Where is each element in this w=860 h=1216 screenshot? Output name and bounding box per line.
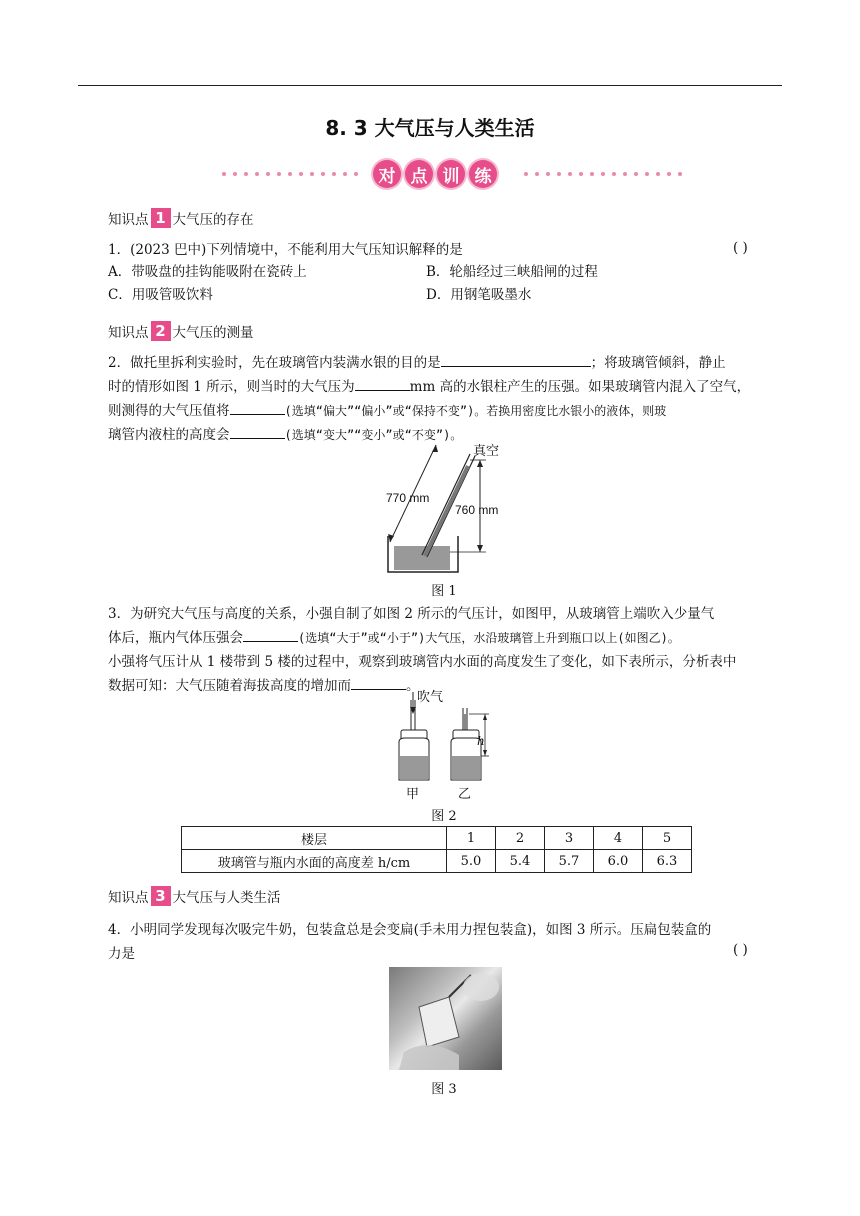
figure-2-barometer [395,690,505,785]
banner-badges [373,160,497,188]
floor-height-table [181,826,692,873]
water-jia [400,756,428,779]
table-cell: 5.0 [447,850,496,873]
table-cell: 6.3 [643,850,692,873]
table-cell: 6.0 [594,850,643,873]
q2-blank-1[interactable] [441,352,591,367]
header-rule [78,85,782,86]
q3-blank-1[interactable] [243,627,298,642]
q2-blank-2[interactable] [355,376,410,391]
water-yi [452,756,480,779]
table-header-floor: 楼层 [182,827,447,850]
table-cell: 5.4 [496,850,545,873]
table-cell: 1 [447,827,496,850]
table-cell: 2 [496,827,545,850]
fig2-blow-label: 吹气 [417,690,444,705]
q2-blank-4[interactable] [230,424,285,439]
banner-char: 训 [437,160,465,188]
page-title: 8. 3 大气压与人类生活 [325,116,535,140]
banner-char: 对 [373,160,401,188]
banner-dots-left [222,172,358,176]
section-banner [222,160,686,188]
q2-text: 2．做托里拆利实验时，先在玻璃管内装满水银的目的是 ；将玻璃管倾斜，静止 时的情形如图 1 所示，则当时的大气压为 mm 高的水银柱产生的压强。如果玻璃管内混入了空气， 则测得的大气压值将 (选填“偏大”“偏小”或“保持不变”)。若换用密度比水银小的液体，则玻 璃管内液柱的高度会 (选填“变大”“变小”或“不变”)。 [108,351,782,447]
q1-option-d: D．用钢笔吸墨水 [426,287,532,303]
q2-blank-3[interactable] [230,400,285,415]
q1-answer-paren: ( ) [733,240,748,256]
banner-char: 练 [469,160,497,188]
fig2-jia-label: 甲 [406,787,420,802]
banner-dots-right [524,172,682,176]
table-row [182,850,692,873]
table-header-height: 玻璃管与瓶内水面的高度差 h/cm [182,850,447,873]
q1-stem: 1．(2023 巴中)下列情境中，不能利用大气压知识解释的是 [108,242,463,258]
q4-answer-paren: ( ) [733,942,748,958]
fig2-h-label: h [477,734,485,748]
milk-carton-illustration [389,967,502,1070]
fig1-length-label: 770 mm [386,491,430,505]
table-row [182,827,692,850]
fig1-height-label: 760 mm [455,503,499,517]
q1-option-b: B．轮船经过三峡船闸的过程 [426,264,598,280]
knowledge-point-1: 知识点 1 大气压的存在 [108,209,254,228]
q3-text: 3．为研究大气压与高度的关系，小强自制了如图 2 所示的气压计，如图甲，从玻璃管上端吹入少量气 体后，瓶内气体压强会 (选填“大于”或“小于”)大气压，水沿玻璃管上升到瓶口以上(如图乙)。 小强将气压计从 1 楼带到 5 楼的过程中，观察到玻璃管内水面的高度发生了变化，如下表所示，分析表中 数据可知：大气压随着海拔高度的增加而 。 [108,606,737,694]
table-cell: 4 [594,827,643,850]
q1-option-a: A．带吸盘的挂钩能吸附在瓷砖上 [108,264,307,280]
table-cell: 5 [643,827,692,850]
fig1-vacuum-label: 真空 [473,444,500,459]
fig1-caption: 图 1 [431,584,457,599]
table-cell: 5.7 [545,850,594,873]
figure-3-photo [389,967,502,1070]
knowledge-point-3: 知识点 3 大气压与人类生活 [108,887,281,906]
fig2-yi-label: 乙 [458,787,472,802]
q3-blank-2[interactable] [351,675,406,690]
mercury-basin-liquid [394,546,450,570]
banner-char: 点 [405,160,433,188]
table-cell: 3 [545,827,594,850]
fig3-caption: 图 3 [431,1082,457,1097]
q4-text: 4．小明同学发现每次吸完牛奶，包装盒总是会变扁(手未用力捏包装盒)，如图 3 所示。压扁包装盒的 力是 [108,922,712,962]
fig2-caption: 图 2 [431,809,457,824]
q1-option-c: C．用吸管吸饮料 [108,287,213,303]
knowledge-point-2: 知识点 2 大气压的测量 [108,322,254,341]
